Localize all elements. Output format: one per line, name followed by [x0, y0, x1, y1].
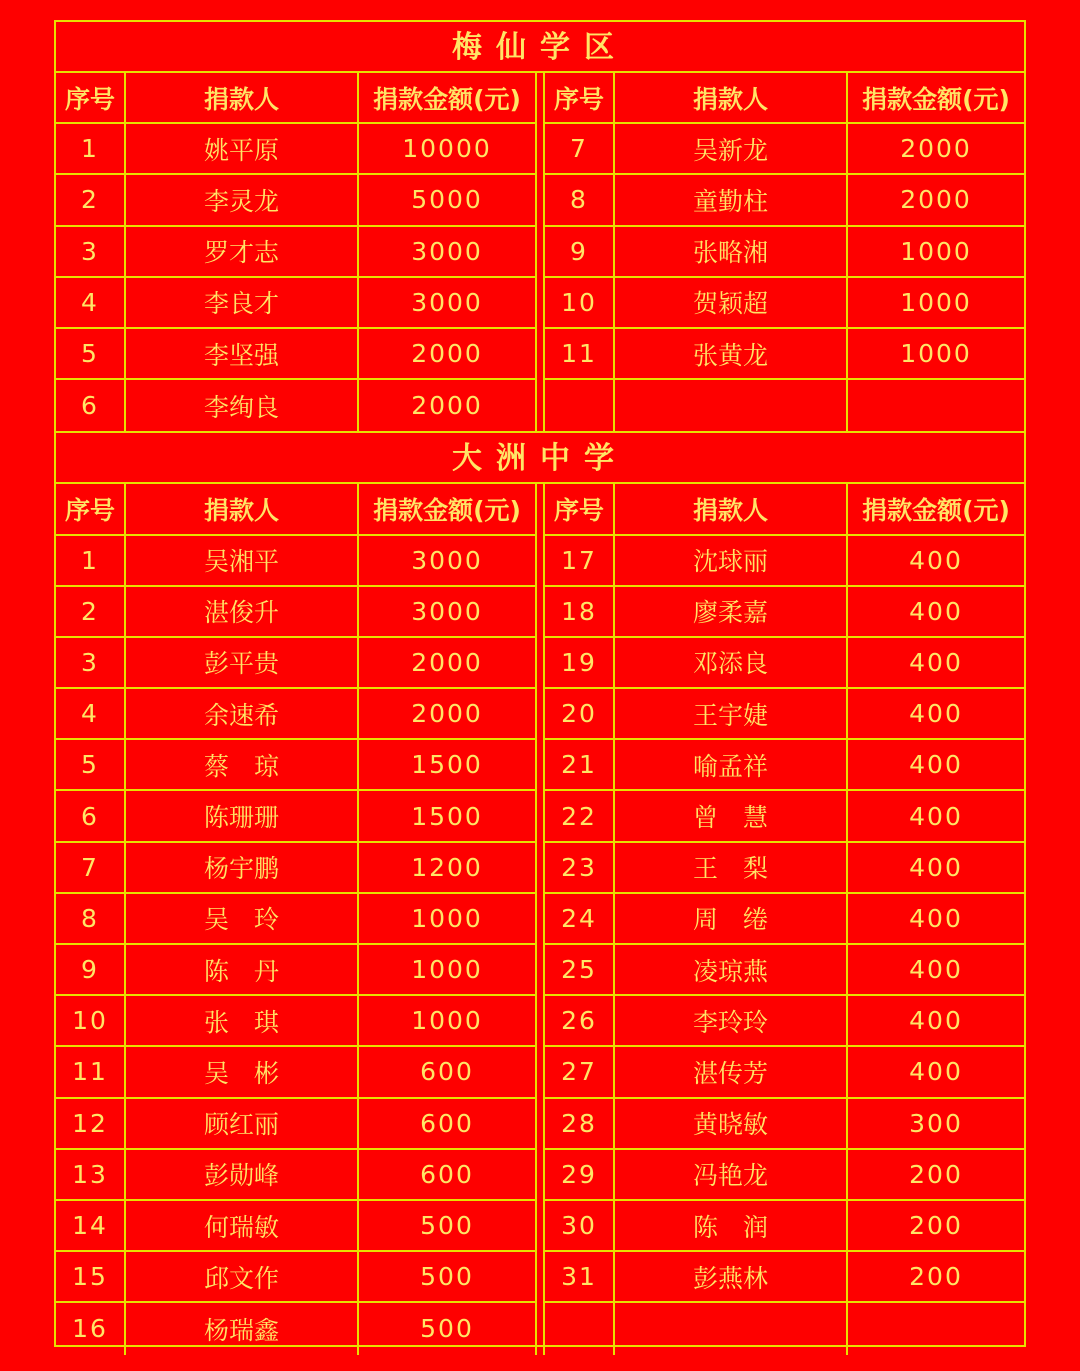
donor-name: 吴新龙	[615, 124, 848, 173]
donor-name: 陈珊珊	[126, 791, 359, 840]
table-row	[545, 1047, 1024, 1098]
donation-amount: 400	[909, 647, 963, 677]
donor-name: 吴湘平	[126, 536, 359, 585]
donor-name: 廖柔嘉	[615, 587, 848, 636]
donor-name	[615, 1303, 848, 1354]
donation-amount: 3000	[411, 287, 483, 317]
row-number: 22	[545, 791, 615, 840]
table-row	[545, 124, 1024, 175]
donation-board	[54, 20, 1026, 1347]
donation-amount: 3000	[411, 236, 483, 266]
donor-name: 周 绻	[615, 894, 848, 943]
donation-amount: 600	[420, 1108, 474, 1138]
donor-name: 何瑞敏	[126, 1201, 359, 1250]
donation-amount: 10000	[402, 134, 492, 164]
header-row	[545, 484, 1024, 535]
row-number: 7	[56, 843, 126, 892]
row-number: 21	[545, 740, 615, 789]
donation-amount: 1500	[411, 750, 483, 780]
donor-name: 曾 慧	[615, 791, 848, 840]
donation-amount: 1000	[411, 903, 483, 933]
donation-amount: 1000	[411, 955, 483, 985]
row-number	[545, 380, 615, 431]
donor-name: 蔡 琼	[126, 740, 359, 789]
donor-name: 姚平原	[126, 124, 359, 173]
donor-name: 李绚良	[126, 380, 359, 431]
donation-amount: 400	[909, 699, 963, 729]
row-number: 20	[545, 689, 615, 738]
header-no: 序号	[56, 484, 126, 533]
row-number: 31	[545, 1252, 615, 1301]
donation-amount: 500	[420, 1262, 474, 1292]
donor-name: 黄晓敏	[615, 1099, 848, 1148]
donor-name: 陈 润	[615, 1201, 848, 1250]
row-number: 5	[56, 740, 126, 789]
row-number: 14	[56, 1201, 126, 1250]
table-row	[545, 740, 1024, 791]
donor-name: 张黄龙	[615, 329, 848, 378]
row-number: 29	[545, 1150, 615, 1199]
donor-name: 湛传芳	[615, 1047, 848, 1096]
donation-amount: 2000	[900, 134, 972, 164]
donor-name	[615, 380, 848, 431]
donation-amount: 400	[909, 801, 963, 831]
row-number: 24	[545, 894, 615, 943]
right-column	[543, 73, 1024, 431]
donation-amount	[848, 380, 1024, 431]
left-column	[56, 484, 537, 1354]
row-number: 27	[545, 1047, 615, 1096]
donation-amount: 2000	[900, 185, 972, 215]
donation-amount: 1200	[411, 852, 483, 882]
donation-amount: 400	[909, 1006, 963, 1036]
donor-name: 顾红丽	[126, 1099, 359, 1148]
table-row	[545, 791, 1024, 842]
table-row	[545, 945, 1024, 996]
donor-name: 杨宇鹏	[126, 843, 359, 892]
row-number: 16	[56, 1303, 126, 1354]
table-row	[56, 843, 535, 894]
table-row	[56, 278, 535, 329]
donor-name: 张略湘	[615, 227, 848, 276]
table-row	[56, 945, 535, 996]
row-number: 1	[56, 536, 126, 585]
table-row	[545, 1099, 1024, 1150]
row-number: 3	[56, 638, 126, 687]
row-number: 4	[56, 689, 126, 738]
table-row	[545, 380, 1024, 431]
section-table	[56, 484, 1024, 1354]
table-row	[545, 689, 1024, 740]
row-number: 10	[56, 996, 126, 1045]
table-row	[545, 996, 1024, 1047]
donor-name: 李灵龙	[126, 175, 359, 224]
table-row	[545, 587, 1024, 638]
donation-amount: 3000	[411, 545, 483, 575]
table-row	[56, 587, 535, 638]
donation-amount: 600	[420, 1057, 474, 1087]
table-row	[56, 689, 535, 740]
donation-amount: 2000	[411, 391, 483, 421]
table-row	[56, 175, 535, 226]
donation-amount: 5000	[411, 185, 483, 215]
donor-name: 罗才志	[126, 227, 359, 276]
row-number: 23	[545, 843, 615, 892]
header-amount: 捐款金额(元)	[373, 495, 521, 525]
header-no: 序号	[545, 484, 615, 533]
table-row	[56, 1047, 535, 1098]
donation-amount: 1000	[900, 287, 972, 317]
table-row	[56, 1150, 535, 1201]
donation-amount: 300	[909, 1108, 963, 1138]
donation-amount: 2000	[411, 647, 483, 677]
section-title: 大洲中学	[56, 433, 1024, 484]
donor-name: 吴 彬	[126, 1047, 359, 1096]
row-number: 8	[545, 175, 615, 224]
table-row	[545, 894, 1024, 945]
row-number: 28	[545, 1099, 615, 1148]
table-row	[56, 894, 535, 945]
donation-amount: 200	[909, 1262, 963, 1292]
row-number: 8	[56, 894, 126, 943]
row-number: 30	[545, 1201, 615, 1250]
donation-amount: 1000	[411, 1006, 483, 1036]
table-row	[545, 278, 1024, 329]
donation-amount: 400	[909, 596, 963, 626]
donor-name: 王宇婕	[615, 689, 848, 738]
table-row	[56, 1303, 535, 1354]
right-column	[543, 484, 1024, 1354]
header-donor: 捐款人	[126, 484, 359, 533]
donor-name: 李良才	[126, 278, 359, 327]
header-amount: 捐款金额(元)	[862, 84, 1010, 114]
donation-amount: 1000	[900, 339, 972, 369]
row-number: 11	[56, 1047, 126, 1096]
donation-amount: 400	[909, 903, 963, 933]
row-number: 7	[545, 124, 615, 173]
donor-name: 湛俊升	[126, 587, 359, 636]
donor-name: 王 梨	[615, 843, 848, 892]
donor-name: 冯艳龙	[615, 1150, 848, 1199]
donor-name: 吴 玲	[126, 894, 359, 943]
row-number: 9	[545, 227, 615, 276]
table-row	[56, 791, 535, 842]
donor-name: 陈 丹	[126, 945, 359, 994]
table-row	[545, 843, 1024, 894]
header-donor: 捐款人	[615, 484, 848, 533]
table-row	[56, 1252, 535, 1303]
row-number: 26	[545, 996, 615, 1045]
donation-amount: 3000	[411, 596, 483, 626]
header-no: 序号	[545, 73, 615, 122]
table-row	[56, 1099, 535, 1150]
row-number	[545, 1303, 615, 1354]
table-row	[545, 1201, 1024, 1252]
section-table	[56, 73, 1024, 431]
table-row	[56, 380, 535, 431]
table-row	[56, 638, 535, 689]
donation-amount: 400	[909, 545, 963, 575]
donation-amount: 500	[420, 1314, 474, 1344]
table-row	[56, 124, 535, 175]
row-number: 6	[56, 380, 126, 431]
table-row	[545, 175, 1024, 226]
donor-name: 杨瑞鑫	[126, 1303, 359, 1354]
donation-section	[56, 433, 1024, 1354]
row-number: 2	[56, 587, 126, 636]
row-number: 1	[56, 124, 126, 173]
header-amount: 捐款金额(元)	[373, 84, 521, 114]
donation-amount: 200	[909, 1211, 963, 1241]
donor-name: 李玲玲	[615, 996, 848, 1045]
row-number: 9	[56, 945, 126, 994]
table-row	[545, 1303, 1024, 1354]
donor-name: 李坚强	[126, 329, 359, 378]
donation-amount: 2000	[411, 339, 483, 369]
row-number: 4	[56, 278, 126, 327]
header-no: 序号	[56, 73, 126, 122]
donor-name: 童勤柱	[615, 175, 848, 224]
row-number: 18	[545, 587, 615, 636]
donor-name: 彭平贵	[126, 638, 359, 687]
row-number: 5	[56, 329, 126, 378]
table-row	[545, 329, 1024, 380]
donation-amount: 200	[909, 1159, 963, 1189]
donor-name: 凌琼燕	[615, 945, 848, 994]
left-column	[56, 73, 537, 431]
donation-amount: 400	[909, 750, 963, 780]
header-amount: 捐款金额(元)	[862, 495, 1010, 525]
table-row	[56, 329, 535, 380]
row-number: 11	[545, 329, 615, 378]
header-donor: 捐款人	[126, 73, 359, 122]
row-number: 17	[545, 536, 615, 585]
table-row	[545, 638, 1024, 689]
donation-amount: 500	[420, 1211, 474, 1241]
donor-name: 彭燕林	[615, 1252, 848, 1301]
header-row	[545, 73, 1024, 124]
donation-amount: 400	[909, 1057, 963, 1087]
row-number: 15	[56, 1252, 126, 1301]
header-row	[56, 73, 535, 124]
table-row	[545, 227, 1024, 278]
donor-name: 沈球丽	[615, 536, 848, 585]
donation-amount: 400	[909, 852, 963, 882]
donation-amount: 1000	[900, 236, 972, 266]
table-row	[56, 740, 535, 791]
table-row	[56, 227, 535, 278]
row-number: 3	[56, 227, 126, 276]
row-number: 6	[56, 791, 126, 840]
donation-amount	[848, 1303, 1024, 1354]
table-row	[56, 996, 535, 1047]
donation-amount: 400	[909, 955, 963, 985]
table-row	[545, 1150, 1024, 1201]
header-row	[56, 484, 535, 535]
table-row	[56, 1201, 535, 1252]
section-title: 梅仙学区	[56, 22, 1024, 73]
header-donor: 捐款人	[615, 73, 848, 122]
table-row	[56, 536, 535, 587]
donor-name: 余速希	[126, 689, 359, 738]
donation-amount: 600	[420, 1159, 474, 1189]
donor-name: 邓添良	[615, 638, 848, 687]
donor-name: 喻孟祥	[615, 740, 848, 789]
row-number: 10	[545, 278, 615, 327]
row-number: 2	[56, 175, 126, 224]
donation-amount: 2000	[411, 699, 483, 729]
donation-section	[56, 22, 1024, 433]
donor-name: 张 琪	[126, 996, 359, 1045]
row-number: 25	[545, 945, 615, 994]
table-row	[545, 1252, 1024, 1303]
donor-name: 彭勋峰	[126, 1150, 359, 1199]
donation-amount: 1500	[411, 801, 483, 831]
row-number: 12	[56, 1099, 126, 1148]
table-row	[545, 536, 1024, 587]
row-number: 13	[56, 1150, 126, 1199]
donor-name: 贺颖超	[615, 278, 848, 327]
donor-name: 邱文作	[126, 1252, 359, 1301]
row-number: 19	[545, 638, 615, 687]
